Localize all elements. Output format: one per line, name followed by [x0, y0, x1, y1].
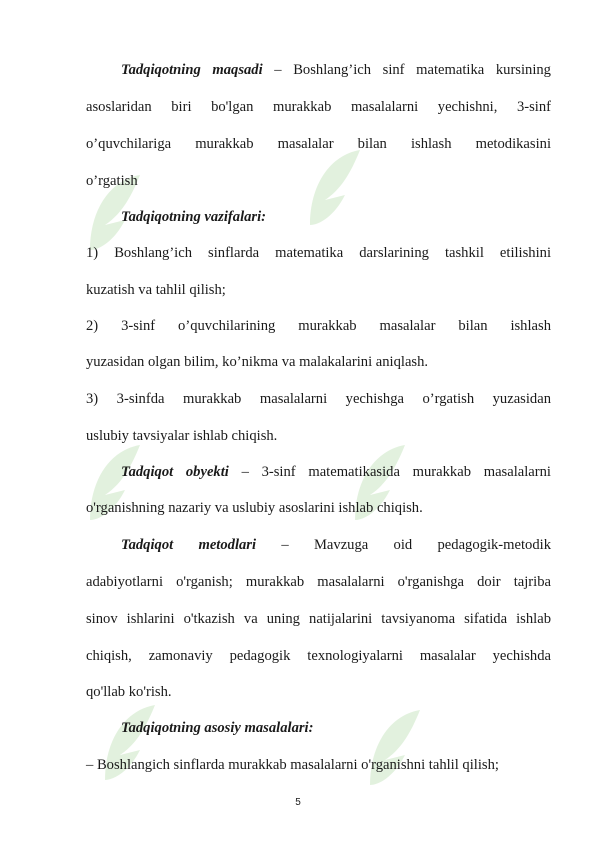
- goal-paragraph-line: asoslaridan biri bo'lgan murakkab masalalarni yechishni, 3-sinf: [86, 99, 551, 115]
- methods-paragraph-line: chiqish, zamonaviy pedagogik texnologiyalarni masalalar yechishda: [86, 648, 551, 664]
- methods-paragraph-line: sinov ishlarini o'tkazish va uning natijalarini tavsiyanoma sifatida ishlab: [86, 611, 551, 627]
- goal-heading: Tadqiqotning maqsadi: [121, 62, 263, 78]
- goal-paragraph-line: o’quvchilariga murakkab masalalar bilan ishlash metodikasini: [86, 136, 551, 152]
- task-item-line: 2) 3-sinf o’quvchilarining murakkab masalalar bilan ishlash: [86, 318, 551, 334]
- methods-paragraph-line: adabiyotlarni o'rganish; murakkab masalalarni o'rganishga doir tajriba: [86, 574, 551, 590]
- object-paragraph-line: o'rganishning nazariy va uslubiy asoslarini ishlab chiqish.: [86, 500, 423, 516]
- main-tasks-heading: Tadqiqotning asosiy masalalari:: [121, 720, 314, 736]
- watermark-logo-icon: [95, 700, 165, 790]
- methods-paragraph-line: qo'llab ko'rish.: [86, 684, 172, 700]
- methods-heading: Tadqiqot metodlari: [121, 537, 257, 553]
- main-task-item-line: – Boshlangich sinflarda murakkab masalalarni o'rganishni tahlil qilish;: [86, 757, 499, 773]
- task-item-line: 3) 3-sinfda murakkab masalalarni yechishga o’rgatish yuzasidan: [86, 391, 551, 407]
- task-item-line: kuzatish va tahlil qilish;: [86, 282, 226, 298]
- object-paragraph-line: Tadqiqot obyekti – 3-sinf matematikasida murakkab masalalarni: [121, 464, 551, 480]
- page-number: 5: [295, 797, 301, 808]
- methods-paragraph-line: Tadqiqot metodlari – Mavzuga oid pedagogik-metodik: [121, 537, 551, 553]
- goal-paragraph-line: o’rgatish: [86, 173, 138, 189]
- tasks-heading: Tadqiqotning vazifalari:: [121, 209, 267, 225]
- task-item-line: 1) Boshlang’ich sinflarda matematika darslarining tashkil etilishini: [86, 245, 551, 261]
- task-item-line: yuzasidan olgan bilim, ko’nikma va malakalarini aniqlash.: [86, 354, 429, 370]
- goal-paragraph-line: Tadqiqotning maqsadi – Boshlang’ich sinf matematika kursining: [121, 62, 551, 78]
- task-item-line: uslubiy tavsiyalar ishlab chiqish.: [86, 428, 278, 444]
- object-heading: Tadqiqot obyekti: [121, 464, 229, 480]
